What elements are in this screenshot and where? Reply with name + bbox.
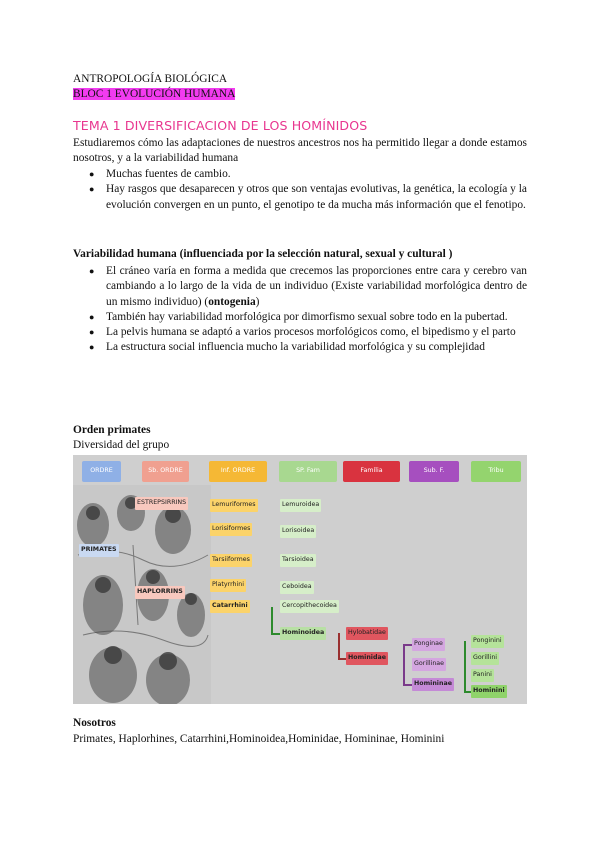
node-gorillinae: Gorillinae (412, 658, 446, 671)
bullet-text: El cráneo varía en forma a medida que crecemos las proporciones entre cara y cerebro van cambiando a lo largo de la vida de un individuo (Existe variabilidad morfológica dentro de un mismo individuo) ( (106, 265, 527, 308)
variabilidad-bullet-list (73, 264, 527, 356)
bullet-icon: ● (89, 311, 95, 322)
ontogenia-term: ontogenia (208, 295, 256, 308)
bullet-text: La estructura social influencia mucho la variabilidad morfológica y su complejidad (106, 341, 485, 354)
node-tarsioidea: Tarsioidea (280, 554, 316, 567)
header-superfamilia (279, 461, 337, 482)
header-label: Tribu (488, 467, 504, 475)
intro-paragraph: Estudiaremos cómo las adaptaciones de nuestros ancestros nos ha permitido llegar a donde estamos nosotros, y a la variabilidad humana (73, 137, 527, 165)
connector-line (464, 691, 471, 693)
node-catarrhini: Catarrhini (210, 600, 250, 613)
header-label: SP. Fam (296, 467, 320, 475)
intro-bullet-list (73, 167, 527, 213)
node-ceboidea: Ceboidea (280, 581, 314, 594)
header-familia (343, 461, 400, 482)
list-item (73, 264, 527, 310)
bullet-text: La pelvis humana se adaptó a varios procesos morfológicos como, el bipedismo y el parto (106, 326, 516, 339)
connector-line (403, 645, 405, 685)
bullet-icon: ● (89, 184, 95, 195)
bullet-icon: ● (89, 169, 95, 179)
node-hominini: Hominini (471, 685, 507, 698)
bullet-icon: ● (89, 266, 95, 276)
primates-heading: Orden primates (73, 424, 151, 436)
header-label: Inf. ORDRE (220, 467, 256, 475)
header-infraorden (209, 461, 267, 482)
node-ponginini: Ponginini (471, 635, 504, 648)
connector-line (338, 658, 346, 660)
header-subfamilia (409, 461, 459, 482)
connector-line (403, 684, 412, 686)
connector-line (338, 633, 340, 659)
node-estrepsirrins: ESTREPSIRRINS (135, 497, 188, 510)
node-gorillini: Gorillini (471, 652, 499, 665)
list-item (73, 182, 527, 213)
bullet-text: Hay rasgos que desaparecen y otros que son ventajas evolutivas, la genética, la ecología y la evolución convergen en un punto, el genotipo te da mucha más información que el fenotipo. (106, 183, 527, 211)
header-label: Sub. F. (423, 467, 445, 475)
node-lorisiformes: Lorisiformes (210, 523, 252, 536)
node-lorisoidea: Lorisoidea (280, 525, 316, 538)
tema-heading: TEMA 1 DIVERSIFICACION DE LOS HOMÍNIDOS (73, 118, 368, 133)
node-hominoidea: Hominoidea (280, 627, 326, 640)
primate-taxonomy-diagram (73, 455, 527, 704)
bullet-text: También hay variabilidad morfológica por dimorfismo sexual sobre todo en la pubertad. (106, 310, 508, 323)
node-lemuroidea: Lemuroidea (280, 499, 321, 512)
bullet-icon: ● (89, 342, 95, 353)
connector-line (271, 607, 273, 635)
node-hylobatidae: Hylobatidae (346, 627, 388, 640)
bloc-highlight: BLOC 1 EVOLUCIÓN HUMANA (73, 88, 236, 100)
node-cercopithecoidea: Cercopithecoidea (280, 600, 339, 613)
header-label: ORDRE (90, 467, 113, 475)
node-homininae: Homininae (412, 678, 454, 691)
header-ordre (82, 461, 121, 482)
node-primates: PRIMATES (79, 544, 119, 557)
node-haplorrins: HAPLORRINS (135, 586, 185, 599)
bullet-icon: ● (89, 327, 95, 338)
bullet-text-end: ) (255, 295, 260, 308)
connector-line (464, 641, 466, 693)
list-item (73, 167, 527, 182)
list-item (73, 325, 527, 340)
variabilidad-heading: Variabilidad humana (influenciada por la selección natural, sexual y cultural ) (73, 248, 453, 260)
header-label: Família (360, 467, 383, 475)
bullet-text: Muchas fuentes de cambio. (106, 168, 231, 180)
nosotros-text: Primates, Haplorhines, Catarrhini,Hominoidea,Hominidae, Homininae, Hominini (73, 733, 445, 745)
header-suborden (142, 461, 189, 482)
node-hominidae: Hominidae (346, 652, 388, 665)
connector-line (271, 633, 280, 635)
bloc-title (73, 87, 235, 102)
node-tarsiiformes: Tarsiiformes (210, 554, 252, 567)
list-item (73, 310, 527, 325)
header-label: Sb. ORDRE (148, 467, 183, 475)
primates-subheading: Diversidad del grupo (73, 439, 170, 451)
node-ponginae: Ponginae (412, 638, 445, 651)
node-platyrrhini: Platyrrhini (210, 579, 246, 592)
header-tribu (471, 461, 521, 482)
node-panini: Panini (471, 669, 494, 682)
course-title: ANTROPOLOGÍA BIOLÓGICA (73, 73, 228, 85)
nosotros-heading: Nosotros (73, 717, 116, 729)
connector-line (403, 644, 412, 646)
node-lemuriformes: Lemuriformes (210, 499, 258, 512)
list-item (73, 340, 527, 355)
